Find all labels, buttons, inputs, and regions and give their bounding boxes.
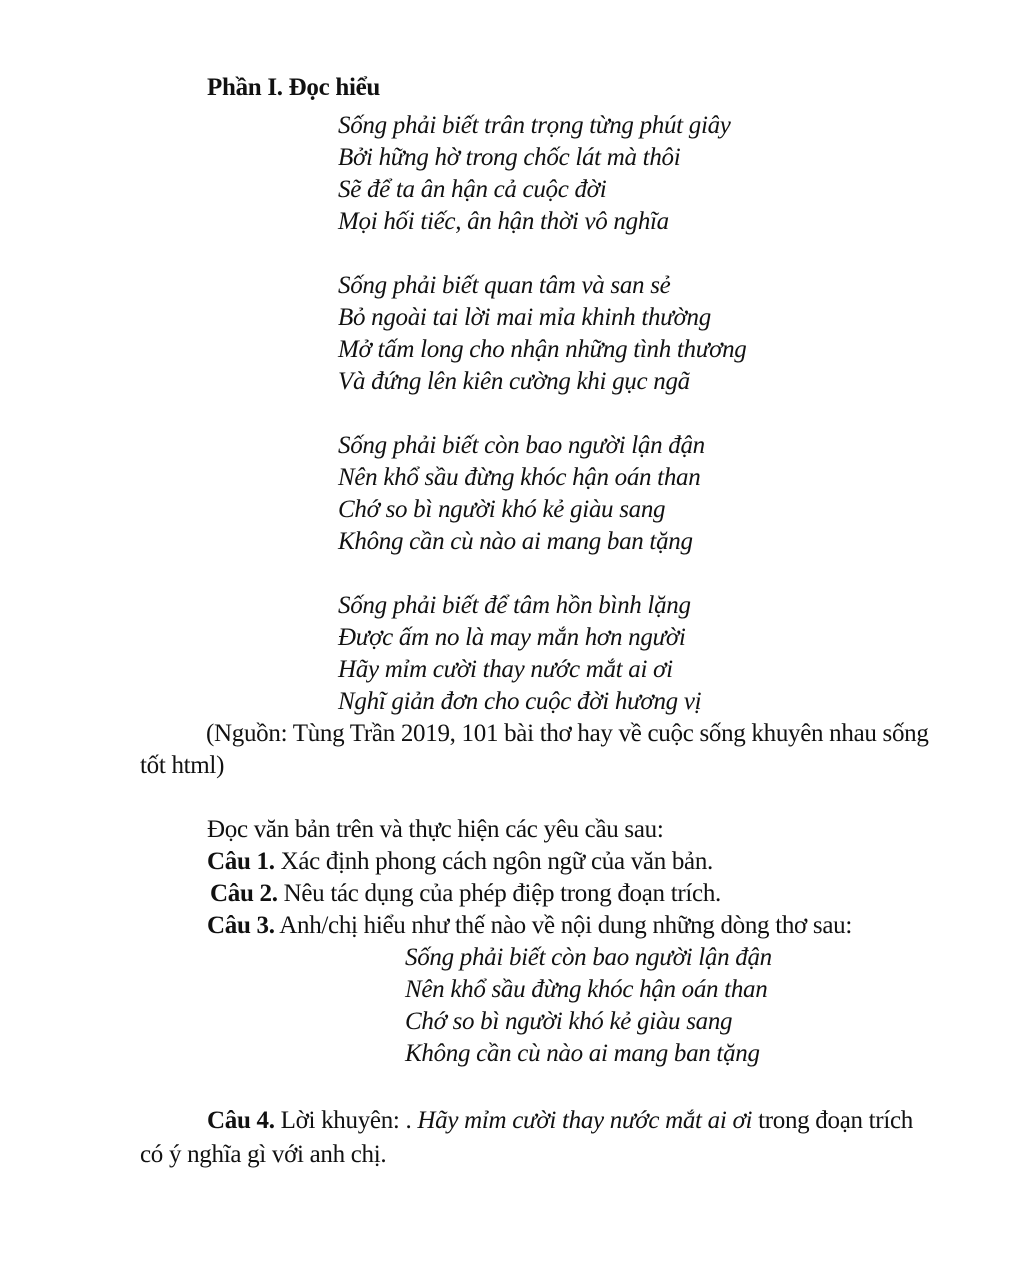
quote-line: Không cần cù nào ai mang ban tặng [405,1040,760,1067]
section-heading: Phần I. Đọc hiểu [207,74,381,101]
poem-line: Bởi hững hờ trong chốc lát mà thôi [338,144,681,171]
poem-stanza-2 [338,270,747,398]
question-4 [140,1104,940,1172]
poem-stanza-1 [338,110,747,238]
question-text: Nêu tác dụng của phép điệp trong đoạn trích. [277,880,721,907]
poem-stanza-3 [338,430,747,558]
quote-line: Nên khổ sầu đừng khóc hận oán than [405,976,768,1003]
poem-line: Nghĩ giản đơn cho cuộc đời hương vị [338,688,702,715]
question-label: Câu 2. [210,880,278,907]
poem-line: Sống phải biết để tâm hồn bình lặng [338,592,691,619]
poem-line: Không cần cù nào ai mang ban tặng [338,528,693,555]
question-3 [207,910,852,942]
source-citation: (Nguồn: Tùng Trần 2019, 101 bài thơ hay về cuộc sống khuyên nhau sống tốt html) [140,720,929,779]
quote-line: Chớ so bì người khó kẻ giàu sang [405,1008,733,1035]
poem-line: Chớ so bì người khó kẻ giàu sang [338,496,666,523]
poem-line: Hãy mỉm cười thay nước mắt ai ơi [338,656,673,683]
poem-line: Sống phải biết còn bao người lận đận [338,432,705,459]
question-label: Câu 1. [207,848,275,875]
question-label: Câu 3. [207,912,275,939]
poem-line: Và đứng lên kiên cường khi gục ngã [338,368,690,395]
question-quote: Hãy mỉm cười thay nước mắt ai ơi [417,1107,753,1134]
question-1 [207,846,713,878]
poem-stanza-4 [338,590,747,718]
poem-line: Nên khổ sầu đừng khóc hận oán than [338,464,701,491]
poem [338,110,747,718]
poem-line: Sẽ để ta ân hận cả cuộc đời [338,176,607,203]
poem-line: Mọi hối tiếc, ân hận thời vô nghĩa [338,208,669,235]
instruction-text: Đọc văn bản trên và thực hiện các yêu cầu sau: [207,816,664,843]
question-label: Câu 4. [207,1107,275,1134]
poem-line: Được ấm no là may mắn hơn người [338,624,686,651]
poem-line: Bỏ ngoài tai lời mai mỉa khinh thường [338,304,711,331]
poem-line: Sống phải biết trân trọng từng phút giây [338,112,731,139]
question-text: trong đoạn trích có ý nghĩa gì với anh chị. [140,1107,913,1168]
question-3-quote [405,942,772,1070]
question-text: Lời khuyên: . [274,1107,418,1134]
question-text: Xác định phong cách ngôn ngữ của văn bản. [274,848,713,875]
poem-line: Sống phải biết quan tâm và san sẻ [338,272,671,299]
quote-line: Sống phải biết còn bao người lận đận [405,944,772,971]
question-text: Anh/chị hiểu như thế nào về nội dung những dòng thơ sau: [274,912,852,939]
poem-line: Mở tấm long cho nhận những tình thương [338,336,747,363]
question-2 [210,878,721,910]
